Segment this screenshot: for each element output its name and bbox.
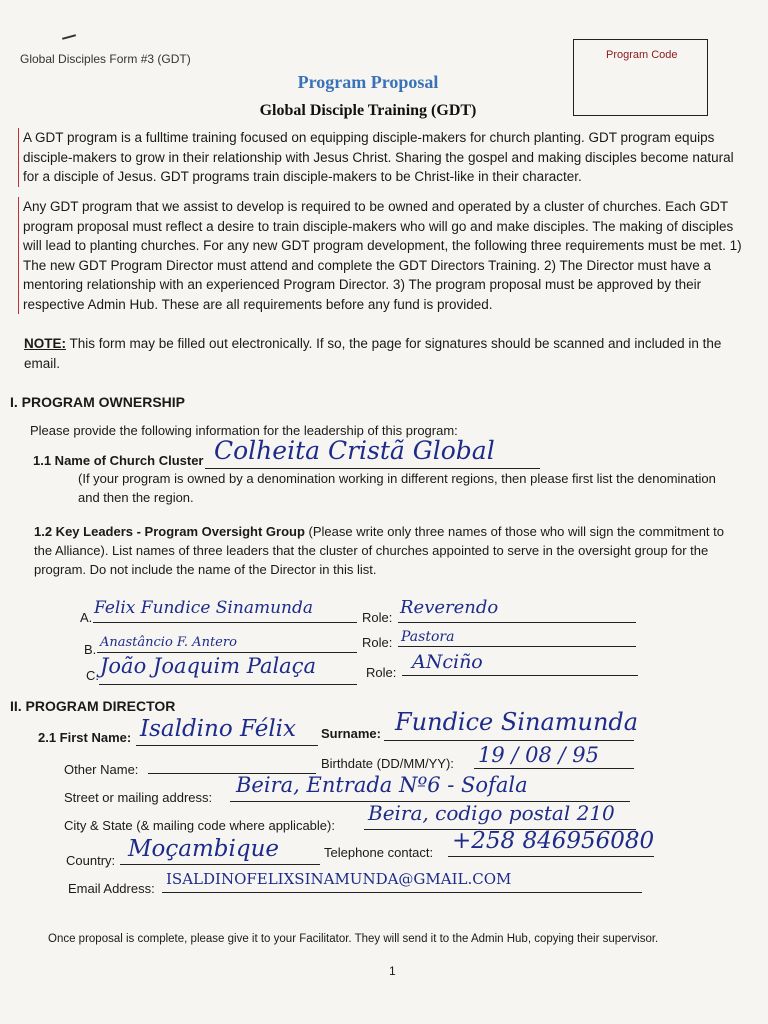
phone-value: +258 846956080 bbox=[452, 828, 655, 854]
leader-b-role: Pastora bbox=[401, 629, 455, 645]
scan-mark bbox=[62, 34, 76, 39]
leader-a-role: Reverendo bbox=[400, 597, 499, 618]
leader-c-role-line[interactable] bbox=[402, 675, 638, 676]
surname-line[interactable] bbox=[384, 740, 634, 741]
country-value: Moçambique bbox=[128, 836, 280, 862]
note-label: NOTE: bbox=[24, 336, 66, 351]
city-label: City & State (& mailing code where applicable): bbox=[64, 818, 335, 833]
leaders-description bbox=[34, 522, 730, 579]
birthdate-value: 19 / 08 / 95 bbox=[478, 743, 600, 767]
program-code-label: Program Code bbox=[606, 49, 678, 61]
leader-a-name: Felix Fundice Sinamunda bbox=[94, 598, 313, 618]
intro-paragraph-2: Any GDT program that we assist to develop is required to be owned and operated by a cluster of churches. Each GDT program proposal must reflect a desire to train disciple-makers who will go and make disciples. The making of disciples will lead to planting churches. For any new GDT program development, the following three requirements must be met. 1) The new GDT Program Director must attend and complete the GDT Directors Training. 2) The Director must have a mentoring relationship with an experienced Program Director. 3) The program proposal must be approved by their respective Admin Hub. These are all requirements before any fund is provided. bbox=[18, 197, 743, 314]
country-label: Country: bbox=[66, 853, 116, 868]
first-name-line[interactable] bbox=[136, 745, 318, 746]
leader-a-name-line[interactable] bbox=[93, 622, 357, 623]
leader-c-name: João Joaquim Palaça bbox=[100, 654, 316, 678]
cluster-label: 1.1 Name of Church Cluster bbox=[33, 453, 204, 468]
birthdate-label: Birthdate (DD/MM/YY): bbox=[321, 756, 454, 771]
leader-a-role-line[interactable] bbox=[398, 622, 636, 623]
country-line[interactable] bbox=[120, 864, 320, 865]
leader-c-name-line[interactable] bbox=[99, 684, 357, 685]
leader-a-prefix: A. bbox=[80, 610, 93, 625]
surname-value: Fundice Sinamunda bbox=[395, 708, 639, 736]
section-2-heading: II. PROGRAM DIRECTOR bbox=[10, 698, 176, 714]
city-value: Beira, codigo postal 210 bbox=[368, 801, 615, 825]
leader-c-role-label: Role: bbox=[366, 665, 397, 680]
intro-paragraph-1: A GDT program is a fulltime training focused on equipping disciple-makers for church planting. GDT program equips disciple-makers to grow in their relationship with Jesus Christ. Sharing the gospel and making disciples become natural for a disciple of Jesus. GDT programs train disciple-makers to be Christ-like in their character. bbox=[18, 128, 743, 187]
leader-c-role: ANciño bbox=[412, 651, 483, 673]
street-label: Street or mailing address: bbox=[64, 790, 213, 805]
leader-a-role-label: Role: bbox=[362, 610, 393, 625]
leaders-instruction: (Please write only three names of those who will sign the commitment to the Alliance). List names of three leaders that the cluster of churches appointed to serve in the oversight group for the program. Do not include the name of the Director in this list. bbox=[34, 524, 724, 577]
phone-label: Telephone contact: bbox=[324, 845, 434, 860]
email-line[interactable] bbox=[162, 892, 642, 893]
page-number: 1 bbox=[389, 964, 396, 978]
leader-b-prefix: B. bbox=[84, 642, 97, 657]
cluster-value: Colheita Cristã Global bbox=[214, 436, 495, 465]
leader-b-role-line[interactable] bbox=[398, 646, 636, 647]
page-subtitle: Global Disciple Training (GDT) bbox=[259, 102, 477, 119]
first-name-label: 2.1 First Name: bbox=[38, 730, 132, 745]
first-name-value: Isaldino Félix bbox=[140, 716, 297, 742]
email-value: ISALDINOFELIXSINAMUNDA@GMAIL.COM bbox=[166, 870, 512, 888]
surname-label: Surname: bbox=[321, 726, 381, 741]
leader-b-name-line[interactable] bbox=[97, 652, 357, 653]
birthdate-line[interactable] bbox=[474, 768, 634, 769]
section-1-heading: I. PROGRAM OWNERSHIP bbox=[10, 394, 186, 410]
cluster-note: (If your program is owned by a denomination working in different regions, then please first list the denomination and then the region. bbox=[78, 471, 716, 505]
section-1-instruction: Please provide the following information for the leadership of this program: bbox=[30, 423, 458, 438]
leaders-label: 1.2 Key Leaders - Program Oversight Group bbox=[34, 524, 305, 539]
phone-line[interactable] bbox=[448, 856, 654, 857]
email-label: Email Address: bbox=[68, 881, 155, 896]
street-value: Beira, Entrada Nº6 - Sofala bbox=[236, 773, 528, 797]
leader-c-prefix: C. bbox=[86, 668, 99, 683]
other-name-label: Other Name: bbox=[64, 762, 139, 777]
page-title: Program Proposal bbox=[297, 72, 439, 92]
note-text: This form may be filled out electronically. If so, the page for signatures should be scanned and included in the email. bbox=[24, 336, 722, 371]
form-id: Global Disciples Form #3 (GDT) bbox=[20, 52, 191, 66]
note-paragraph bbox=[18, 334, 744, 373]
leader-b-name: Anastâncio F. Antero bbox=[100, 635, 237, 650]
footer-instruction: Once proposal is complete, please give it to your Facilitator. They will send it to the Admin Hub, copying their supervisor. bbox=[48, 933, 659, 945]
leader-b-role-label: Role: bbox=[362, 635, 393, 650]
